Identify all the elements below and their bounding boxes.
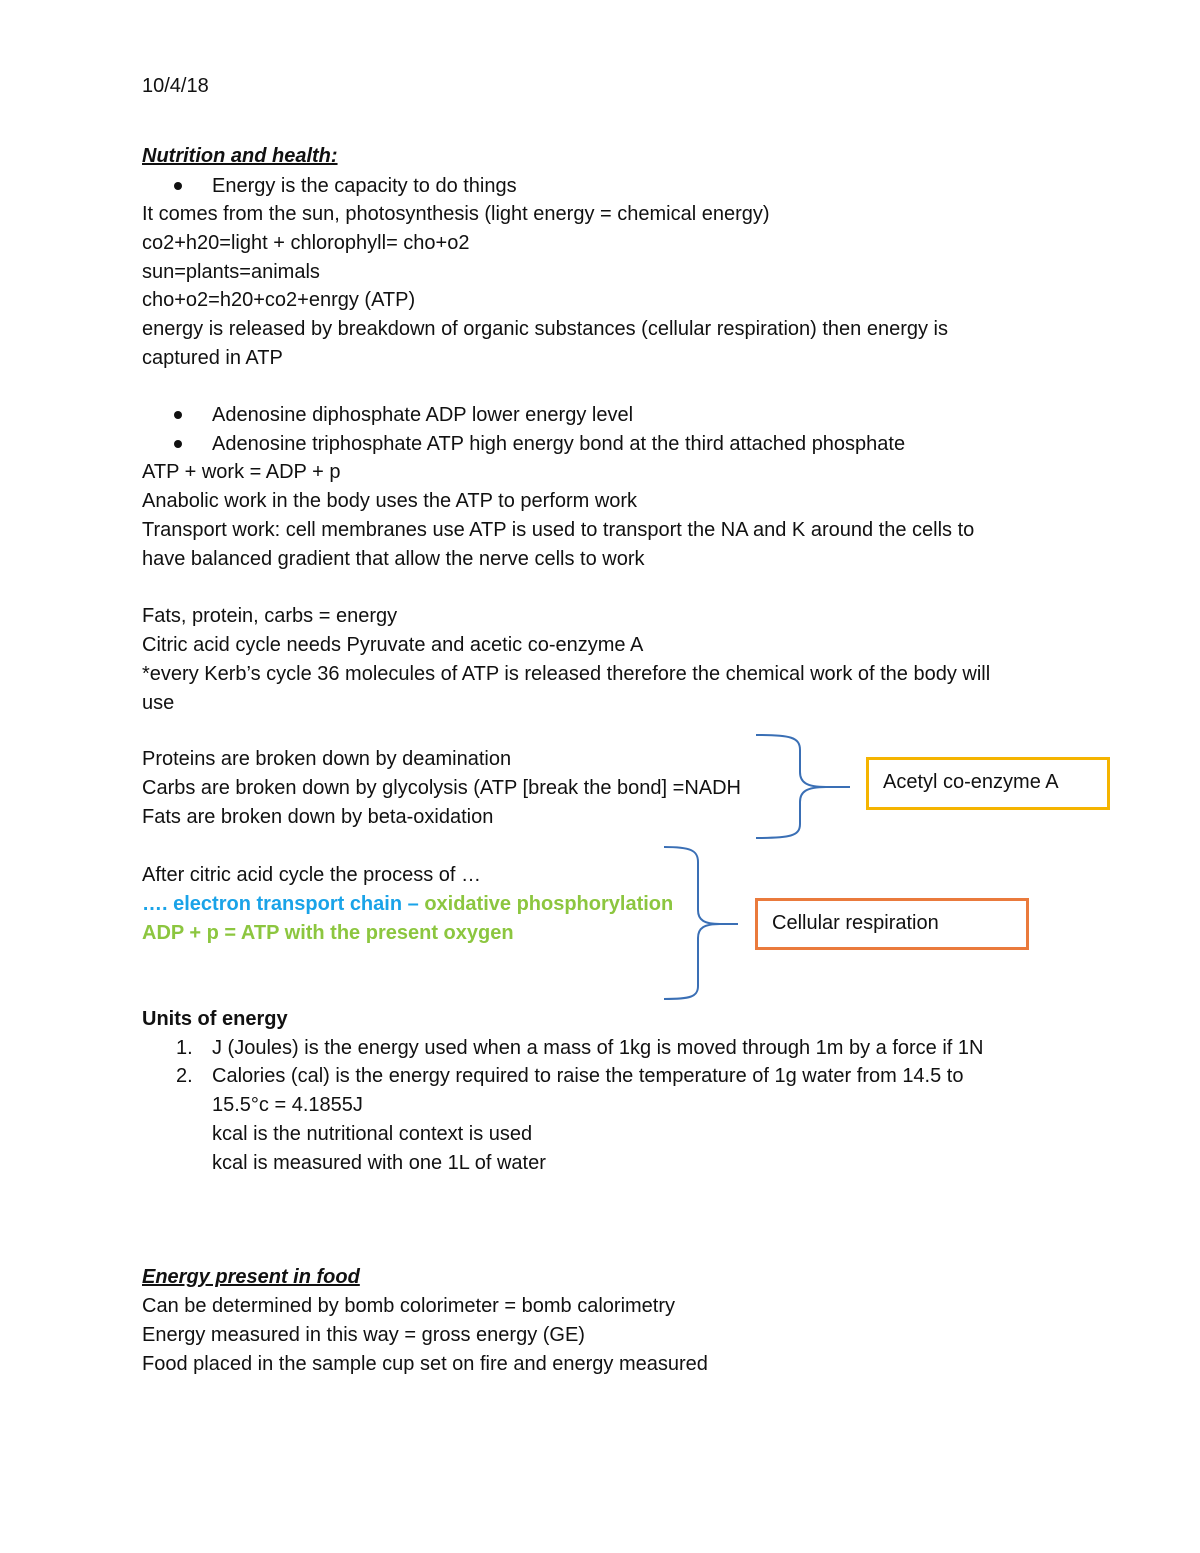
text-line: cho+o2=h20+co2+enrgy (ATP) <box>142 289 416 311</box>
text-line: Transport work: cell membranes use ATP is used to transport the NA and K around the cells to <box>142 519 975 541</box>
text-line: Citric acid cycle needs Pyruvate and acetic co-enzyme A <box>142 634 644 656</box>
text-line: use <box>142 692 175 714</box>
list-item-calories: Calories (cal) is the energy required to raise the temperature of 1g water from 14.5 to <box>212 1065 964 1087</box>
bullet-adp: Adenosine diphosphate ADP lower energy level <box>212 404 634 426</box>
text-line: ATP + work = ADP + p <box>142 461 341 483</box>
text-line: have balanced gradient that allow the nerve cells to work <box>142 548 645 570</box>
list-number: 2. <box>176 1065 193 1087</box>
bullet-atp: Adenosine triphosphate ATP high energy bond at the third attached phosphate <box>212 433 906 455</box>
breakdown-fats: Fats are broken down by beta-oxidation <box>142 806 494 828</box>
after-citric-acid: After citric acid cycle the process of … <box>142 864 482 886</box>
list-item-continuation: kcal is the nutritional context is used <box>212 1123 533 1145</box>
dash-text: – <box>402 893 425 915</box>
text-line: *every Kerb’s cycle 36 molecules of ATP is released therefore the chemical work of the body will <box>142 663 991 685</box>
electron-transport-text: …. electron transport chain <box>142 893 403 915</box>
brace-cellular <box>664 847 738 999</box>
breakdown-proteins: Proteins are broken down by deamination <box>142 748 512 770</box>
date: 10/4/18 <box>142 75 209 97</box>
text-line: Energy measured in this way = gross energy (GE) <box>142 1324 585 1346</box>
cellular-respiration-box: Cellular respiration <box>755 898 1029 950</box>
text-line: sun=plants=animals <box>142 261 320 283</box>
text-line: captured in ATP <box>142 347 283 369</box>
heading-units-energy: Units of energy <box>142 1008 288 1030</box>
list-number: 1. <box>176 1037 193 1059</box>
text-line: Fats, protein, carbs = energy <box>142 605 398 627</box>
acetyl-coenzyme-box: Acetyl co-enzyme A <box>866 757 1110 810</box>
breakdown-carbs: Carbs are broken down by glycolysis (ATP [break the bond] =NADH <box>142 777 741 799</box>
adp-atp-oxygen: ADP + p = ATP with the present oxygen <box>142 922 514 944</box>
text-line: It comes from the sun, photosynthesis (light energy = chemical energy) <box>142 203 770 225</box>
text-line: Food placed in the sample cup set on fire and energy measured <box>142 1353 708 1375</box>
text-line: Anabolic work in the body uses the ATP to perform work <box>142 490 638 512</box>
heading-energy-food: Energy present in food <box>142 1266 360 1288</box>
electron-transport-line <box>142 892 673 916</box>
text-line: Can be determined by bomb colorimeter = bomb calorimetry <box>142 1295 676 1317</box>
list-item-joules: J (Joules) is the energy used when a mass of 1kg is moved through 1m by a force if 1N <box>212 1037 984 1059</box>
list-item-continuation: kcal is measured with one 1L of water <box>212 1152 546 1174</box>
brace-acetyl <box>756 735 850 838</box>
heading-nutrition-health: Nutrition and health: <box>142 145 338 167</box>
text-line: energy is released by breakdown of organic substances (cellular respiration) then energy is <box>142 318 948 340</box>
bullet-energy-capacity: Energy is the capacity to do things <box>212 175 517 197</box>
text-line: co2+h20=light + chlorophyll= cho+o2 <box>142 232 470 254</box>
oxidative-phosphorylation-text: oxidative phosphorylation <box>424 893 674 915</box>
list-item-continuation: 15.5°c = 4.1855J <box>212 1094 363 1116</box>
